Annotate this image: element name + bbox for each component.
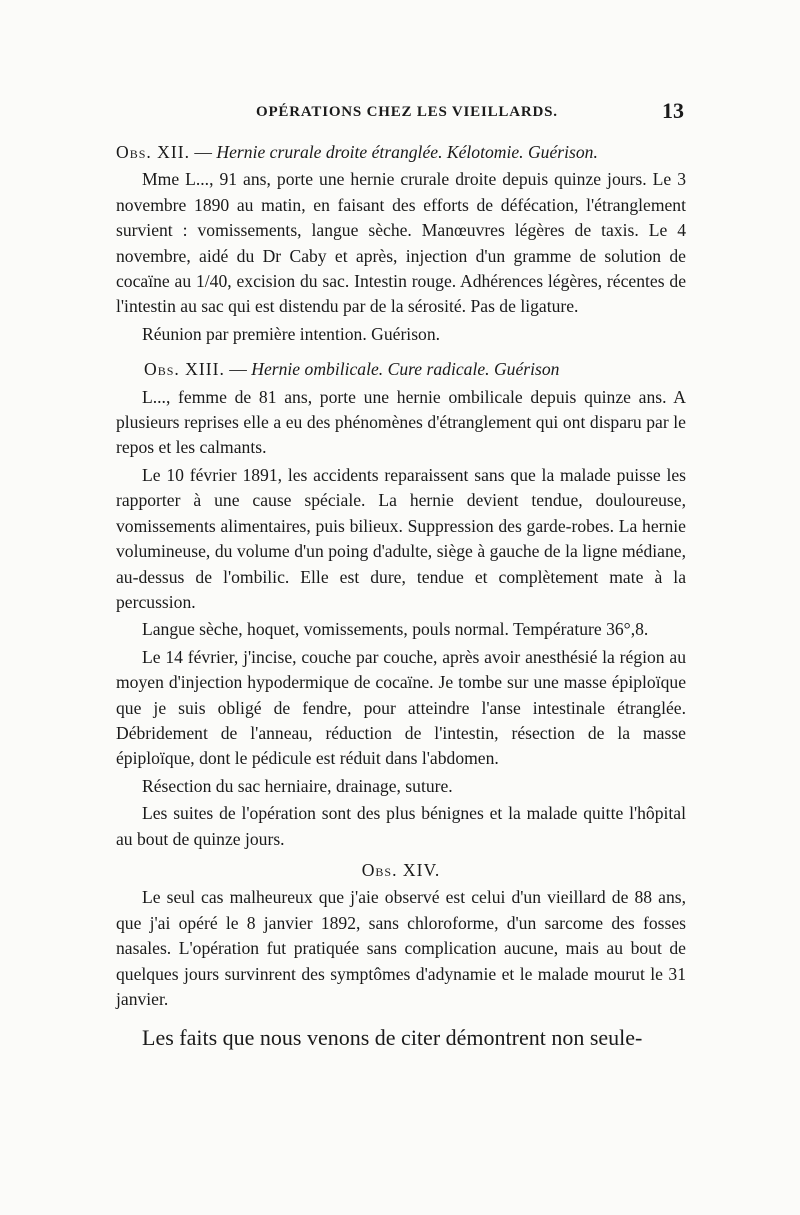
observation-13-label: Obs. XIII. <box>144 359 225 380</box>
observation-13-title <box>116 357 686 382</box>
observation-13-paragraph-4: Le 14 février, j'incise, couche par couche, après avoir anesthésié la région au moyen d'injection hypodermique de cocaïne. Je tombe sur une masse épiploïque que je suis obligé de fendre, pour atteindre l'anse intestinale étranglée. Débridement de l'anneau, réduction de l'intestin, résection de la masse épiploïque, dont le pédicule est réduit dans l'abdomen. <box>116 646 686 769</box>
closing-line: Les faits que nous venons de citer démontrent non seule- <box>142 1025 643 1051</box>
observation-13-dash: — <box>224 359 252 380</box>
observation-13-paragraph-6: Les suites de l'opération sont des plus bénignes et la malade quitte l'hôpital au bout de quinze jours. <box>116 803 686 849</box>
page-number: 13 <box>662 98 684 123</box>
observation-14-paragraph-1: Le seul cas malheureux que j'aie observé est celui d'un vieillard de 88 ans, que j'ai opéré le 8 janvier 1892, sans chloroforme, d'un sarcome des fosses nasales. L'opération fut pratiquée sans complication aucune, mais au bout de quelques jours survinrent des symptômes d'adynamie et le malade mourut le 31 janvier. <box>116 887 686 1009</box>
observation-13-paragraph-3: Langue sèche, hoquet, vomissements, pouls normal. Température 36°,8. <box>142 619 649 640</box>
observation-12-paragraph-2: Réunion par première intention. Guérison. <box>142 323 441 344</box>
observation-12-title <box>116 140 686 165</box>
observation-14-label: Obs. XIV. <box>361 859 441 880</box>
observation-12-paragraph-1: Mme L..., 91 ans, porte une hernie crurale droite depuis quinze jours. Le 3 novembre 1890 au matin, en faisant des efforts de défécation, l'étranglement survient : vomissements, langue sèche. Manœuvres légères de taxis. Le 4 novembre, aidé du Dr Caby et après, injection d'un gramme de solution de cocaïne au 1/40, excision du sac. Intestin rouge. Adhérences légères, récentes de l'intestin au sac qui est distendu par de la sérosité. Pas de ligature. <box>116 169 686 317</box>
observation-12-label: Obs. XII. <box>116 142 191 162</box>
observation-12-subject: Hernie crurale droite étranglée. Kélotomie. Guérison. <box>216 142 598 162</box>
observation-13-paragraph-1: L..., femme de 81 ans, porte une hernie ombilicale depuis quinze ans. A plusieurs reprises elle a eu des phénomènes d'étranglement qui ont disparu par le repos et les calmants. <box>116 386 686 458</box>
observation-12-dash: — <box>190 142 217 162</box>
observation-13-subject: Hernie ombilicale. Cure radicale. Guérison <box>251 359 560 380</box>
observation-14-title <box>116 858 686 883</box>
page-header <box>116 98 684 128</box>
page-body <box>116 140 686 1054</box>
observation-13-paragraph-5: Résection du sac herniaire, drainage, suture. <box>142 775 453 796</box>
running-head: OPÉRATIONS CHEZ LES VIEILLARDS. <box>256 104 558 120</box>
observation-13-paragraph-2: Le 10 février 1891, les accidents reparaissent sans que la malade puisse les rapporter à une cause spéciale. La hernie devient tendue, douloureuse, vomissements alimentaires, puis bilieux. Suppression des garde-robes. La hernie volumineuse, du volume d'un poing d'adulte, siège à gauche de la ligne médiane, au-dessus de l'ombilic. Elle est dure, tendue et complètement mate à la percussion. <box>116 464 686 612</box>
